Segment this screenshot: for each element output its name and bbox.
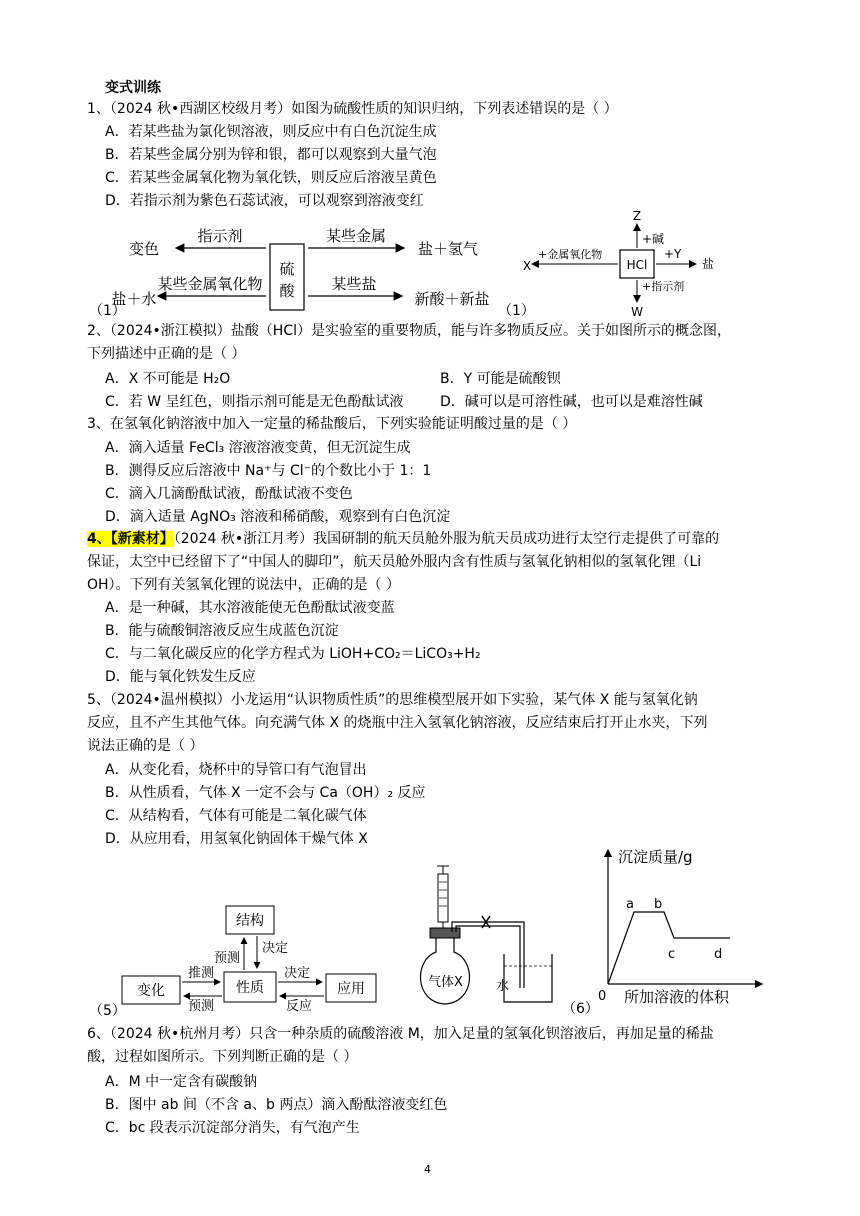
q6-option-a: A．M 中一定含有碳酸钠	[105, 1074, 258, 1090]
q2-option-c: C．若 W 呈红色，则指示剂可能是无色酚酞试液	[105, 394, 404, 410]
fig6-point-d: d	[714, 947, 723, 962]
fig6-xlabel: 所加溶液的体积	[624, 988, 730, 1006]
q5-option-b: B．从性质看，气体 X 一定不会与 Ca（OH）₂ 反应	[105, 785, 426, 801]
fig1-center-bottom: 酸	[279, 282, 295, 300]
fig5-yingyong: 应用	[337, 981, 365, 997]
fig2-left-label: +金属氧化物	[538, 248, 603, 261]
fig6-point-c: c	[668, 947, 676, 962]
new-material-tag: 4、【新素材】	[87, 531, 174, 547]
fig1-tr-result: 盐＋氢气	[417, 240, 479, 258]
fig1-bl-result: 盐＋水	[111, 290, 157, 308]
fig5-tuice: 推测	[188, 966, 215, 981]
fig2-center: HCl	[626, 258, 648, 272]
q4-option-c: C．与二氧化碳反应的化学方程式为 LiOH+CO₂＝LiCO₃+H₂	[105, 646, 481, 662]
q5-option-d: D．从应用看，用氢氧化钠固体干燥气体 X	[105, 831, 368, 847]
section-title: 变式训练	[105, 80, 161, 96]
q6-stem-2: 酸，过程如图所示。下列判断正确的是（ ）	[87, 1049, 358, 1065]
fig6-ylabel: 沉淀质量/g	[618, 848, 693, 866]
q1-option-c: C．若某些金属氧化物为氧化铁，则反应后溶液呈黄色	[105, 170, 437, 186]
q2-option-a: A．X 不可能是 H₂O	[105, 371, 231, 387]
fig5-caption: （5）	[89, 1003, 126, 1019]
fig6-point-a: a	[626, 897, 634, 912]
fig2-bottom: W	[631, 305, 643, 319]
fig1-tl-result: 变色	[128, 240, 160, 258]
page-number: 4	[424, 1163, 431, 1176]
fig5-jueding2: 决定	[284, 966, 311, 981]
q3-option-d: D．滴入适量 AgNO₃ 溶液和稀硝酸，观察到有白色沉淀	[105, 509, 451, 525]
fig5-jueding1: 决定	[262, 941, 289, 956]
q2-option-d: D．碱可以是可溶性碱，也可以是难溶性碱	[440, 394, 703, 410]
q5-option-c: C．从结构看，气体有可能是二氧化碳气体	[105, 808, 367, 824]
q5-option-a: A．从变化看，烧杯中的导管口有气泡冒出	[105, 762, 367, 778]
q6-stem-1: 6、（2024 秋•杭州月考）只含一种杂质的硫酸溶液 M，加入足量的氢氧化钡溶液后，再加足量的稀盐	[87, 1026, 714, 1042]
fig5-water-label: 水	[496, 979, 510, 994]
q1-option-d: D．若指示剂为紫色石蕊试液，可以观察到溶液变红	[105, 193, 424, 209]
q1-stem: 1、（2024 秋•西湖区校级月考）如图为硫酸性质的知识归纳，下列表述错误的是（ ）	[87, 101, 618, 117]
fig1-center-top: 硫	[279, 260, 295, 278]
fig2-bottom-label: +指示剂	[642, 280, 685, 293]
thinking-model-diagram	[118, 900, 378, 1014]
fig5-xingzhi: 性质	[236, 980, 264, 996]
precipitate-chart	[592, 842, 772, 1012]
fig5-gas-label: 气体X	[428, 975, 463, 990]
q6-option-b: B．图中 ab 间（不含 a、b 两点）滴入酚酞溶液变红色	[105, 1097, 448, 1113]
fig5-bianhua: 变化	[137, 983, 165, 999]
q1-option-b: B．若某些金属分别为锌和银，都可以观察到大量气泡	[105, 147, 437, 163]
fig5-yuce: 预测	[214, 951, 241, 966]
q4-option-a: A．是一种碱，其水溶液能使无色酚酞试液变蓝	[105, 600, 395, 616]
fig1-bl-label: 某些金属氧化物	[157, 275, 263, 293]
q3-stem: 3、在氢氧化钠溶液中加入一定量的稀盐酸后，下列实验能证明酸过量的是（ ）	[87, 416, 577, 432]
fig2-top: Z	[632, 209, 642, 223]
fig6-origin: 0	[598, 989, 607, 1004]
sulfuric-acid-diagram	[110, 218, 510, 318]
q5-stem-2: 反应，且不产生其他气体。向充满气体 X 的烧瓶中注入氢氧化钠溶液，反应结束后打开止水夹，下列	[87, 715, 708, 731]
hcl-concept-map	[518, 208, 718, 318]
fig2-left: X	[522, 259, 532, 273]
fig1-tl-label: 指示剂	[197, 227, 243, 245]
fig1-caption: （1）	[89, 303, 126, 319]
fig5-jiegou: 结构	[236, 913, 264, 929]
q4-stem-1	[87, 529, 719, 549]
q4-option-d: D．能与氧化铁发生反应	[105, 669, 256, 685]
q4-option-b: B．能与硫酸铜溶液反应生成蓝色沉淀	[105, 623, 339, 639]
q3-option-b: B．测得反应后溶液中 Na⁺与 Cl⁻的个数比小于 1：1	[105, 463, 432, 479]
q4-stem-3: OH）。下列有关氢氧化锂的说法中，正确的是（ ）	[87, 577, 400, 593]
q2-stem-2: 下列描述中正确的是（ ）	[87, 346, 246, 362]
fig6-caption: （6）	[562, 1001, 599, 1017]
fig5-yuce2: 预测	[188, 999, 215, 1014]
q4-stem-1-text: （2024 秋•浙江月考）我国研制的航天员舱外服为航天员成功进行太空行走提供了可靠的	[173, 531, 720, 547]
fig5-fanying: 反应	[286, 999, 313, 1014]
q2-stem-1: 2、（2024•浙江模拟）盐酸（HCl）是实验室的重要物质，能与许多物质反应。关于如图所示的概念图，	[87, 323, 731, 339]
q4-stem-2: 保证，太空中已经留下了“中国人的脚印”，航天员舱外服内含有性质与氢氧化钠相似的氢氧化锂（Li	[87, 554, 702, 570]
q5-stem-3: 说法正确的是（ ）	[87, 738, 204, 754]
q3-option-a: A．滴入适量 FeCl₃ 溶液溶液变黄，但无沉淀生成	[105, 440, 411, 456]
q1-option-a: A．若某些盐为氯化钡溶液，则反应中有白色沉淀生成	[105, 124, 437, 140]
fig2-right: 盐	[701, 257, 715, 271]
q3-option-c: C．滴入几滴酚酞试液，酚酞试液不变色	[105, 486, 353, 502]
fig1-tr-label: 某些金属	[325, 227, 387, 245]
fig2-top-label: +碱	[642, 232, 665, 246]
flask-apparatus	[420, 862, 570, 1012]
fig2-caption: （1）	[498, 303, 535, 319]
fig2-right-label: +Y	[664, 247, 682, 261]
q5-stem-1: 5、（2024•温州模拟）小龙运用“认识物质性质”的思维模型展开如下实验，某气体 X 能与氢氧化钠	[87, 692, 698, 708]
q6-option-c: C．bc 段表示沉淀部分消失，有气泡产生	[105, 1120, 360, 1136]
fig6-point-b: b	[654, 897, 663, 912]
fig1-br-label: 某些盐	[331, 275, 377, 293]
q2-option-b: B．Y 可能是硫酸钡	[440, 371, 561, 387]
fig1-br-result: 新酸＋新盐	[414, 290, 490, 308]
